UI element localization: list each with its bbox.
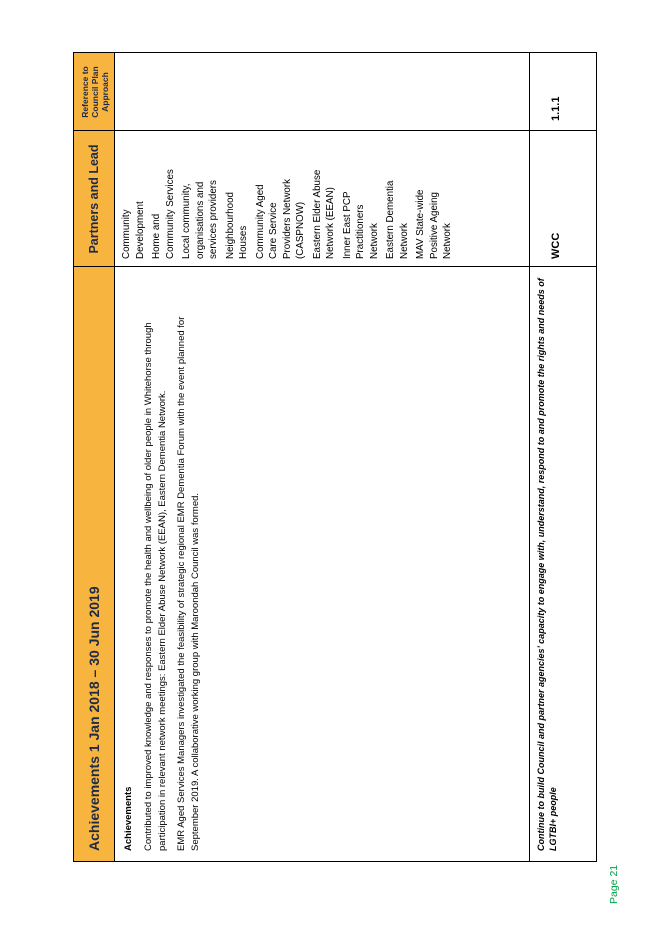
lead-value: WCC [550, 232, 562, 259]
partner-item: Eastern Dementia Network [385, 180, 410, 259]
header-partners: Partners and Lead [87, 144, 101, 254]
partner-item: Community Development [121, 201, 146, 259]
achievement-paragraph: EMR Aged Services Managers investigated the feasibility of strategic regional EMR Dementia Forum with the event planned for September 2019. A collaborative working group with Maroondah Council was formed. [176, 316, 201, 851]
partner-item: Neighbourhood Houses [224, 192, 249, 259]
achievements-table [73, 52, 597, 862]
achievement-paragraph: Contributed to improved knowledge and responses to promote the health and wellbeing of older people in Whitehorse through participation in relevant network meetings: Eastern Elder Abuse Network (EEAN), Eastern Dementia Network. [143, 322, 168, 851]
partner-item: Local community, organisations and services providers [181, 180, 219, 259]
partner-item: Inner East PCP Practitioners Network [341, 191, 380, 259]
header-achievements: Achievements 1 Jan 2018 – 30 Jun 2019 [86, 586, 102, 851]
page-number: Page 21 [608, 864, 620, 904]
reference-value: 1.1.1 [550, 96, 562, 121]
achievements-title: Achievements [123, 786, 134, 851]
header-reference: Reference to Council Plan Approach [80, 66, 110, 118]
partner-item: Eastern Elder Abuse Network (EEAN) [311, 169, 336, 259]
action-statement: Continue to build Council and partner agencies’ capacity to engage with, understand, respond to and promote the rights and needs of LGTBI+ people [536, 278, 558, 851]
partner-item: MAV State-wide Positive Ageing Network [415, 189, 453, 259]
partners-cell [120, 133, 458, 259]
partner-item: Community Aged Care Service Providers Network (CASPNOW) [254, 178, 306, 259]
achievements-cell [122, 273, 208, 851]
partner-item: Home and Community Services [151, 169, 176, 259]
